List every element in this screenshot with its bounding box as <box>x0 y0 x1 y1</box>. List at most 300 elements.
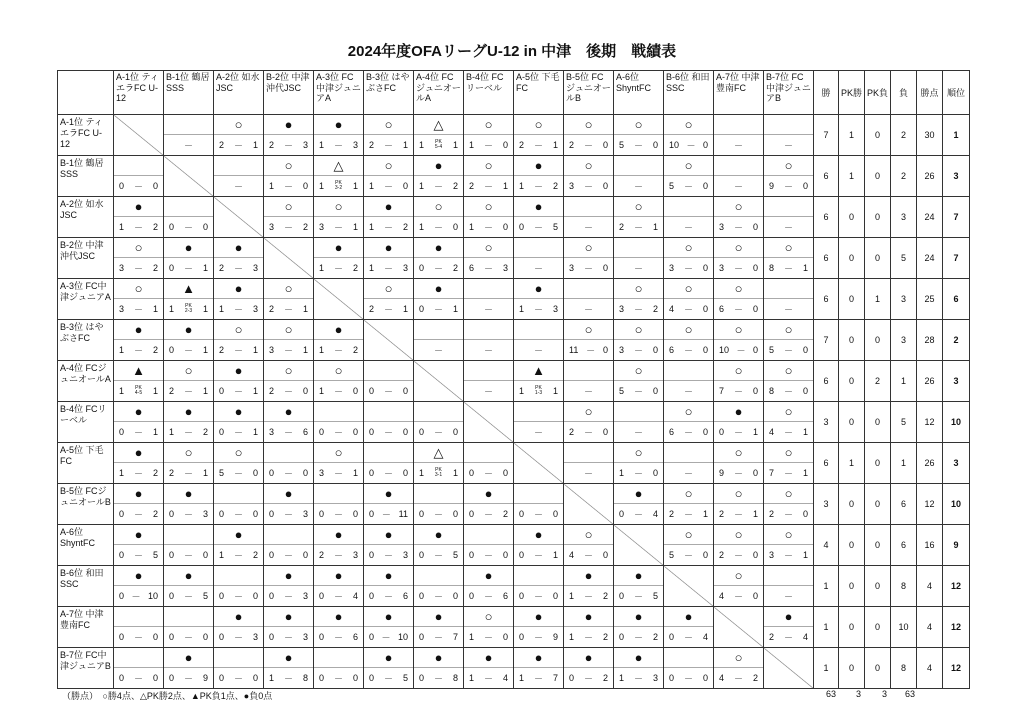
away-goals: 1 <box>202 304 208 314</box>
column-team-header: B-1位 鶴居SSS <box>164 71 214 115</box>
results-table <box>57 70 970 689</box>
wins-value: 6 <box>814 361 839 402</box>
match-cell <box>514 279 564 320</box>
match-score <box>764 463 813 483</box>
rank-value: 3 <box>943 156 970 197</box>
away-goals: 7 <box>452 632 458 642</box>
win-circle-icon: ○ <box>714 279 763 299</box>
match-cell <box>114 156 164 197</box>
match-cell <box>614 402 664 443</box>
row-team-name: B-7位 FC中津ジュニアB <box>58 648 114 689</box>
match-score <box>214 504 263 524</box>
match-cell <box>314 320 364 361</box>
match-score <box>214 381 263 401</box>
home-goals: 1 <box>119 386 125 396</box>
match-score <box>364 176 413 196</box>
pk-wins-value: 0 <box>839 607 865 648</box>
result-mark <box>514 238 563 258</box>
pk-losses-value: 1 <box>865 279 891 320</box>
away-goals: 0 <box>602 427 608 437</box>
score-dash: － <box>283 427 293 438</box>
match-cell <box>764 402 814 443</box>
diagonal-line <box>764 648 813 688</box>
match-score <box>414 504 463 524</box>
score-dash: － <box>533 591 543 602</box>
match-score <box>364 217 413 237</box>
match-cell <box>514 607 564 648</box>
match-score <box>614 381 663 401</box>
result-mark <box>664 443 713 463</box>
pk-losses-value: 0 <box>865 197 891 238</box>
score-dash: － <box>383 222 393 233</box>
match-cell <box>214 156 264 197</box>
match-score <box>464 545 513 565</box>
score-dash: － <box>133 427 143 438</box>
away-goals: 1 <box>452 140 458 150</box>
loss-dot-icon: ● <box>164 484 213 504</box>
match-score <box>314 586 363 606</box>
away-goals: 1 <box>152 427 158 437</box>
home-goals: 3 <box>319 468 325 478</box>
away-goals: 3 <box>352 140 358 150</box>
match-score <box>314 381 363 401</box>
result-mark <box>314 402 363 422</box>
score-dash: － <box>233 386 243 397</box>
pk-wins-value: 0 <box>839 320 865 361</box>
away-goals: 0 <box>252 509 258 519</box>
home-goals: 0 <box>219 632 225 642</box>
loss-dot-icon: ● <box>564 566 613 586</box>
match-score <box>764 340 813 360</box>
match-cell <box>564 607 614 648</box>
match-score <box>364 258 413 278</box>
loss-dot-icon: ● <box>464 648 513 668</box>
match-score <box>214 545 263 565</box>
diagonal-cell <box>364 320 414 361</box>
score-dash: － <box>383 304 393 315</box>
away-goals: 8 <box>302 673 308 683</box>
win-circle-icon: ○ <box>464 156 513 176</box>
match-cell <box>664 197 714 238</box>
corner-cell <box>58 71 114 115</box>
score-dash: － <box>733 263 743 274</box>
away-goals: 1 <box>552 386 558 396</box>
away-goals: 1 <box>402 304 408 314</box>
match-score <box>464 586 513 606</box>
away-goals: 0 <box>202 222 208 232</box>
score-dash: － <box>533 632 543 643</box>
match-cell <box>364 607 414 648</box>
rank-value: 7 <box>943 197 970 238</box>
result-mark <box>464 443 513 463</box>
pk-score <box>135 386 142 397</box>
home-goals: 0 <box>519 509 525 519</box>
result-mark <box>464 279 513 299</box>
pk-label: PK <box>435 466 442 473</box>
result-mark <box>564 279 613 299</box>
match-cell <box>764 197 814 238</box>
home-goals: 2 <box>219 263 225 273</box>
score-dash: － <box>183 550 193 561</box>
pk-label: PK <box>535 384 542 391</box>
result-mark <box>614 156 663 176</box>
match-cell <box>114 607 164 648</box>
match-cell <box>264 320 314 361</box>
diagonal-line <box>564 484 613 524</box>
away-goals: 0 <box>302 386 308 396</box>
diagonal-line <box>114 115 163 155</box>
score-dash: － <box>383 468 393 479</box>
match-score <box>514 176 563 196</box>
home-goals: 3 <box>569 263 575 273</box>
score-dash: － <box>683 427 693 438</box>
home-goals: 8 <box>769 263 775 273</box>
match-score <box>414 217 463 237</box>
table-row <box>58 156 970 197</box>
pk-losses-value: 0 <box>865 607 891 648</box>
score-dash: － <box>483 468 493 479</box>
match-score <box>714 217 763 237</box>
score-dash: － <box>683 263 693 274</box>
match-cell <box>464 320 514 361</box>
score-dash: － <box>633 591 643 602</box>
match-score <box>464 668 513 688</box>
home-goals: 3 <box>619 304 625 314</box>
stat-header: PK勝 <box>839 71 865 115</box>
result-mark <box>314 648 363 668</box>
match-score <box>164 258 213 278</box>
diagonal-line <box>164 156 213 196</box>
away-goals: 1 <box>152 386 158 396</box>
match-score: － <box>633 181 643 192</box>
match-score: － <box>633 263 643 274</box>
score-dash: － <box>283 140 293 151</box>
away-goals: 5 <box>452 550 458 560</box>
score-dash: － <box>283 386 293 397</box>
match-cell <box>514 361 564 402</box>
home-goals: 6 <box>669 345 675 355</box>
away-goals: 0 <box>552 509 558 519</box>
score-dash: － <box>733 222 743 233</box>
home-goals: 0 <box>369 468 375 478</box>
match-cell <box>314 361 364 402</box>
loss-dot-icon: ● <box>364 238 413 258</box>
loss-dot-icon: ● <box>164 648 213 668</box>
match-cell <box>614 648 664 689</box>
home-goals: 0 <box>119 181 125 191</box>
match-cell <box>464 525 514 566</box>
loss-dot-icon: ● <box>114 402 163 422</box>
result-mark <box>114 607 163 627</box>
away-goals: 0 <box>752 304 758 314</box>
win-circle-icon: ○ <box>764 525 813 545</box>
away-goals: 1 <box>552 140 558 150</box>
match-cell <box>464 443 514 484</box>
match-cell <box>214 279 264 320</box>
home-goals: 4 <box>769 427 775 437</box>
away-goals: 2 <box>152 222 158 232</box>
match-cell <box>364 443 414 484</box>
win-circle-icon: ○ <box>214 115 263 135</box>
win-circle-icon: ○ <box>614 320 663 340</box>
home-goals: 2 <box>669 509 675 519</box>
match-cell <box>364 279 414 320</box>
match-cell <box>314 197 364 238</box>
loss-dot-icon: ● <box>164 238 213 258</box>
match-cell <box>414 279 464 320</box>
away-goals: 2 <box>352 345 358 355</box>
table-row <box>58 402 970 443</box>
match-score <box>664 135 713 155</box>
home-goals: 5 <box>619 386 625 396</box>
away-goals: 0 <box>702 140 708 150</box>
match-score <box>114 340 163 360</box>
result-mark <box>564 443 613 463</box>
score-dash: － <box>583 263 593 274</box>
match-score <box>314 176 363 196</box>
home-goals: 1 <box>319 386 325 396</box>
table-row <box>58 279 970 320</box>
home-goals: 3 <box>569 181 575 191</box>
pk-loss-triangle-icon: ▲ <box>114 361 163 381</box>
pk-result: 3-1 <box>434 472 443 478</box>
pk-wins-value: 1 <box>839 156 865 197</box>
loss-dot-icon: ● <box>564 648 613 668</box>
total-value: 63 <box>905 689 916 699</box>
away-goals: 1 <box>452 304 458 314</box>
match-cell <box>664 525 714 566</box>
away-goals: 10 <box>397 632 408 642</box>
match-cell <box>464 484 514 525</box>
match-cell <box>414 320 464 361</box>
match-score <box>414 627 463 647</box>
home-goals: 5 <box>619 140 625 150</box>
match-cell <box>514 238 564 279</box>
home-goals: 1 <box>119 222 125 232</box>
match-score <box>314 627 363 647</box>
match-cell <box>164 648 214 689</box>
match-cell <box>114 443 164 484</box>
loss-dot-icon: ● <box>164 320 213 340</box>
loss-dot-icon: ● <box>414 156 463 176</box>
result-mark <box>414 566 463 586</box>
match-cell <box>514 197 564 238</box>
match-cell <box>314 238 364 279</box>
away-goals: 0 <box>602 181 608 191</box>
match-score <box>364 586 413 606</box>
home-goals: 0 <box>419 673 425 683</box>
match-score <box>714 258 763 278</box>
score-dash: － <box>333 468 343 479</box>
loss-dot-icon: ● <box>514 156 563 176</box>
match-cell <box>164 566 214 607</box>
home-goals: 2 <box>769 509 775 519</box>
score-dash: － <box>683 673 693 684</box>
match-score: － <box>583 468 593 479</box>
home-goals: 0 <box>369 550 375 560</box>
match-score <box>664 176 713 196</box>
points-value: 24 <box>917 197 943 238</box>
pk-label: PK <box>135 384 142 391</box>
away-goals: 0 <box>652 345 658 355</box>
match-cell <box>564 402 614 443</box>
diagonal-cell <box>714 607 764 648</box>
match-cell <box>414 402 464 443</box>
home-goals: 1 <box>119 468 125 478</box>
match-cell <box>764 156 814 197</box>
away-goals: 0 <box>502 140 508 150</box>
score-dash: － <box>333 591 343 602</box>
match-score <box>614 463 663 483</box>
match-cell <box>164 402 214 443</box>
match-cell <box>764 525 814 566</box>
match-score <box>714 586 763 606</box>
loss-dot-icon: ● <box>114 320 163 340</box>
match-cell <box>714 402 764 443</box>
match-score <box>664 299 713 319</box>
column-team-header: B-2位 中津沖代JSC <box>264 71 314 115</box>
row-team-name: A-5位 下毛FC <box>58 443 114 484</box>
home-goals: 1 <box>519 673 525 683</box>
home-goals: 0 <box>469 591 475 601</box>
column-team-header: A-6位ShyntFC <box>614 71 664 115</box>
pk-score <box>435 140 442 151</box>
match-cell <box>614 443 664 484</box>
away-goals: 2 <box>602 673 608 683</box>
away-goals: 0 <box>402 181 408 191</box>
match-cell <box>714 156 764 197</box>
score-dash: － <box>686 140 696 151</box>
score-dash: － <box>183 468 193 479</box>
away-goals: 4 <box>802 632 808 642</box>
win-circle-icon: ○ <box>564 238 613 258</box>
away-goals: 2 <box>602 632 608 642</box>
home-goals: 3 <box>269 222 275 232</box>
score-dash: － <box>533 673 543 684</box>
win-circle-icon: ○ <box>264 279 313 299</box>
match-cell <box>364 525 414 566</box>
away-goals: 5 <box>652 591 658 601</box>
away-goals: 0 <box>752 468 758 478</box>
away-goals: 5 <box>552 222 558 232</box>
match-score: － <box>683 222 693 233</box>
home-goals: 4 <box>719 591 725 601</box>
home-goals: 1 <box>169 304 175 314</box>
diagonal-cell <box>664 566 714 607</box>
win-circle-icon: ○ <box>764 320 813 340</box>
score-dash: － <box>433 509 443 520</box>
match-score <box>164 463 213 483</box>
match-score: － <box>533 345 543 356</box>
match-score: － <box>483 304 493 315</box>
score-dash: － <box>533 181 543 192</box>
result-mark <box>364 402 413 422</box>
total-value: 3 <box>882 689 888 699</box>
match-cell <box>714 361 764 402</box>
away-goals: 0 <box>802 345 808 355</box>
match-cell <box>464 238 514 279</box>
rank-value: 1 <box>943 115 970 156</box>
win-circle-icon: ○ <box>714 566 763 586</box>
match-cell <box>764 607 814 648</box>
loss-dot-icon: ● <box>714 402 763 422</box>
match-cell <box>764 443 814 484</box>
loss-dot-icon: ● <box>364 525 413 545</box>
home-goals: 3 <box>669 263 675 273</box>
home-goals: 1 <box>319 181 325 191</box>
away-goals: 2 <box>152 263 158 273</box>
score-dash: － <box>233 509 243 520</box>
score-dash: － <box>633 468 643 479</box>
match-score <box>114 668 163 688</box>
away-goals: 1 <box>752 427 758 437</box>
match-score: － <box>783 591 793 602</box>
home-goals: 0 <box>519 591 525 601</box>
result-mark <box>464 361 513 381</box>
home-goals: 0 <box>119 509 125 519</box>
away-goals: 0 <box>702 427 708 437</box>
result-mark <box>714 156 763 176</box>
score-dash: － <box>433 591 443 602</box>
match-cell <box>164 443 214 484</box>
away-goals: 2 <box>152 509 158 519</box>
match-score: － <box>583 386 593 397</box>
rank-value: 2 <box>943 320 970 361</box>
away-goals: 1 <box>552 550 558 560</box>
match-score: － <box>633 427 643 438</box>
match-cell <box>414 607 464 648</box>
loss-dot-icon: ● <box>514 607 563 627</box>
score-dash: － <box>381 632 391 643</box>
away-goals: 0 <box>402 427 408 437</box>
row-team-name: A-6位ShyntFC <box>58 525 114 566</box>
match-cell <box>464 197 514 238</box>
away-goals: 1 <box>802 468 808 478</box>
home-goals: 3 <box>619 345 625 355</box>
win-circle-icon: ○ <box>664 320 713 340</box>
match-cell <box>614 607 664 648</box>
match-cell <box>214 525 264 566</box>
home-goals: 3 <box>719 222 725 232</box>
match-cell <box>364 361 414 402</box>
match-cell <box>164 197 214 238</box>
pk-losses-value: 0 <box>865 115 891 156</box>
result-mark <box>414 484 463 504</box>
away-goals: 0 <box>502 468 508 478</box>
match-score <box>214 299 263 319</box>
match-score: － <box>683 468 693 479</box>
match-score <box>264 463 313 483</box>
score-dash: － <box>733 386 743 397</box>
home-goals: 0 <box>119 632 125 642</box>
away-goals: 0 <box>252 673 258 683</box>
match-cell <box>364 197 414 238</box>
win-circle-icon: ○ <box>564 156 613 176</box>
score-dash: － <box>183 673 193 684</box>
away-goals: 1 <box>502 181 508 191</box>
score-dash: － <box>783 263 793 274</box>
pk-win-triangle-icon: △ <box>414 443 463 463</box>
away-goals: 0 <box>502 632 508 642</box>
loss-dot-icon: ● <box>414 648 463 668</box>
away-goals: 4 <box>352 591 358 601</box>
loss-dot-icon: ● <box>264 566 313 586</box>
away-goals: 0 <box>552 591 558 601</box>
match-score: － <box>733 181 743 192</box>
rank-value: 10 <box>943 484 970 525</box>
score-dash: － <box>736 345 746 356</box>
home-goals: 3 <box>269 427 275 437</box>
